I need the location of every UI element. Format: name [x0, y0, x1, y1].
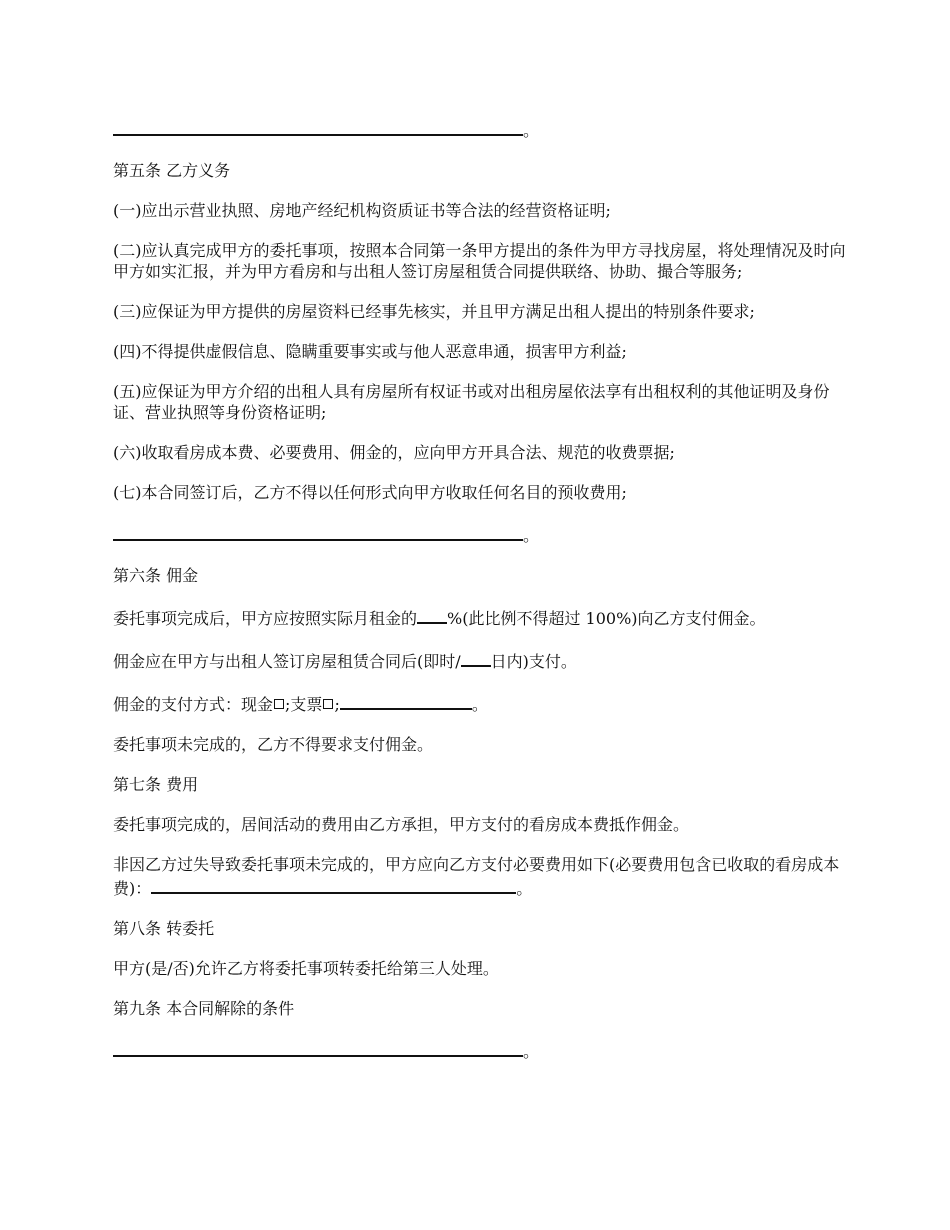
article5-item-7: (七)本合同签订后，乙方不得以任何形式向甲方收取任何名目的预收费用; [113, 483, 627, 502]
text: 佣金的支付方式： [113, 695, 242, 714]
text: ; [334, 695, 340, 714]
article7-line-2 [113, 854, 848, 899]
period: 。 [523, 526, 540, 545]
article5-item-4: (四)不得提供虚假信息、隐瞒重要事实或与他人恶意串通，损害甲方利益; [113, 342, 627, 361]
period: 。 [471, 695, 488, 714]
text: 现金 [241, 695, 274, 714]
article6-title: 第六条 佣金 [113, 566, 199, 585]
article7-title: 第七条 费用 [113, 775, 199, 794]
article5-item-6: (六)收取看房成本费、必要费用、佣金的，应向甲方开具合法、规范的收费票据; [113, 443, 675, 462]
text: 委托事项完成后，甲方应按照实际月租金的 [113, 609, 418, 628]
percent-blank[interactable] [417, 605, 447, 624]
period: 。 [523, 121, 540, 140]
text: 佣金应在甲方与出租人签订房屋租赁合同后(即时/ [113, 652, 461, 671]
days-blank[interactable] [461, 648, 491, 667]
article9-title: 第九条 本合同解除的条件 [113, 999, 295, 1018]
text: 支票 [290, 695, 323, 714]
article6-line-1 [113, 605, 848, 629]
article7-line-1: 委托事项完成的，居间活动的费用由乙方承担，甲方支付的看房成本费抵作佣金。 [113, 815, 690, 834]
article6-line-2 [113, 648, 848, 672]
payment-method-blank[interactable] [340, 691, 472, 710]
contract-content [113, 100, 848, 1062]
period: 。 [523, 1042, 540, 1061]
cash-checkbox[interactable] [274, 699, 284, 709]
text: 非因乙方过失导致委托事项未完成的，甲方应向乙方支付必要费用如下(必要费用包含已收取的看房成本费)： [113, 855, 840, 898]
text: ; [285, 695, 291, 714]
fill-line-top [113, 117, 848, 141]
article6-line-4: 委托事项未完成的，乙方不得要求支付佣金。 [113, 735, 434, 754]
blank-field[interactable] [113, 522, 523, 541]
cheque-checkbox[interactable] [323, 699, 333, 709]
article8-line-1: 甲方(是/否)允许乙方将委托事项转委托给第三人处理。 [113, 959, 499, 978]
text: %(此比例不得超过 100%)向乙方支付佣金。 [447, 609, 766, 628]
article5-item-2: (二)应认真完成甲方的委托事项，按照本合同第一条甲方提出的条件为甲方寻找房屋，将处理情况及时向甲方如实汇报，并为甲方看房和与出租人签订房屋租赁合同提供联络、协助、撮合等服务; [113, 241, 846, 281]
fill-line-article5 [113, 522, 848, 546]
blank-field[interactable] [113, 117, 523, 136]
period: 。 [516, 879, 533, 898]
article5-item-1: (一)应出示营业执照、房地产经纪机构资质证书等合法的经营资格证明; [113, 201, 611, 220]
expense-blank[interactable] [151, 875, 516, 894]
article5-item-3: (三)应保证为甲方提供的房屋资料已经事先核实，并且甲方满足出租人提出的特别条件要求; [113, 302, 755, 321]
article5-title: 第五条 乙方义务 [113, 161, 231, 180]
article8-title: 第八条 转委托 [113, 919, 215, 938]
text: 日内)支付。 [490, 652, 577, 671]
fill-line-article9 [113, 1038, 848, 1062]
article6-line-3 [113, 691, 848, 715]
blank-field[interactable] [113, 1038, 523, 1057]
article5-item-5: (五)应保证为甲方介绍的出租人具有房屋所有权证书或对出租房屋依法享有出租权利的其他证明及身份证、营业执照等身份资格证明; [113, 382, 830, 422]
